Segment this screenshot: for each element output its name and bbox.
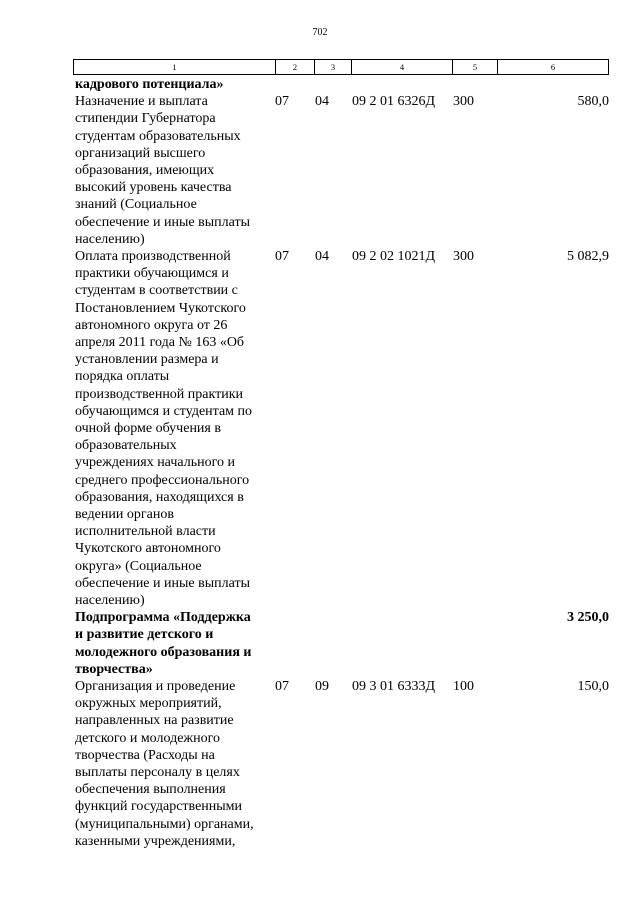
description-line: и развитие детского и	[75, 627, 214, 643]
description-line: студентам образовательных	[75, 128, 241, 144]
page-number: 702	[312, 27, 328, 38]
description-line: среднего профессионального	[75, 472, 250, 488]
amount: 3 250,0	[567, 610, 609, 626]
description-line: населению)	[75, 593, 145, 609]
description-line: Подпрограмма «Поддержка	[75, 610, 251, 626]
description-line: обеспечение и иные выплаты	[75, 575, 250, 591]
subsection-code: 09	[315, 678, 329, 694]
section-code: 07	[275, 94, 289, 110]
description-line: образования, находящихся в	[75, 489, 244, 505]
description-line: Постановлением Чукотского	[75, 300, 246, 316]
description-line: апреля 2011 года № 163 «Об	[75, 335, 245, 350]
expense-type-code: 300	[453, 248, 474, 264]
description-line: организаций высшего	[75, 145, 206, 161]
expense-type-code: 300	[453, 94, 474, 110]
table-row	[0, 248, 640, 609]
row-description	[75, 248, 275, 609]
description-line: практики обучающимся и	[75, 266, 229, 282]
description-line: Назначение и выплата	[75, 94, 208, 110]
description-line: творчества»	[75, 661, 153, 677]
description-line: направленных на развитие	[75, 713, 234, 729]
header-col-2: 2	[276, 60, 315, 75]
description-line: ведении органов	[75, 507, 174, 523]
table-row	[0, 678, 640, 850]
table-body	[0, 76, 640, 850]
table-row	[0, 76, 640, 93]
description-line: Чукотского автономного	[75, 541, 221, 557]
header-col-4: 4	[352, 60, 453, 75]
amount: 580,0	[577, 94, 609, 110]
row-description	[75, 93, 275, 248]
description-line: обучающимся и студентам по	[75, 403, 253, 419]
table-header	[73, 59, 609, 75]
target-article-code: 09 3 01 6333Д	[352, 678, 436, 694]
description-line: казенными учреждениями,	[75, 833, 236, 849]
row-description	[75, 609, 275, 678]
section-code: 07	[275, 248, 289, 264]
table-row	[0, 609, 640, 678]
description-line: Организация и проведение	[75, 678, 236, 694]
description-line: исполнительной власти	[75, 524, 216, 540]
description-line: учреждениях начального и	[75, 455, 235, 471]
description-line: высокий уровень качества	[75, 180, 232, 196]
row-description	[75, 76, 275, 93]
header-col-1: 1	[74, 60, 276, 75]
description-line: населению)	[75, 231, 145, 247]
header-col-3: 3	[315, 60, 352, 75]
row-description	[75, 678, 275, 850]
description-line: (муниципальными) органами,	[75, 816, 254, 832]
description-line: студентам в соответствии с	[75, 283, 238, 299]
table-row	[0, 93, 640, 248]
description-line: округа» (Социальное	[75, 558, 202, 574]
description-line: кадрового потенциала»	[75, 77, 224, 92]
description-line: производственной практики	[75, 386, 244, 402]
description-line: установлении размера и	[75, 352, 219, 368]
description-line: обеспечения выполнения	[75, 782, 226, 798]
header-col-6: 6	[498, 60, 609, 75]
description-line: обеспечение и иные выплаты	[75, 214, 250, 230]
expense-type-code: 100	[453, 678, 474, 694]
description-line: молодежного образования и	[75, 644, 252, 660]
description-line: автономного округа от 26	[75, 317, 228, 333]
description-line: функций государственными	[75, 799, 243, 815]
description-line: образовательных	[75, 438, 177, 454]
description-line: знаний (Социальное	[75, 197, 197, 213]
section-code: 07	[275, 678, 289, 694]
amount: 150,0	[577, 678, 609, 694]
description-line: Оплата производственной	[75, 248, 231, 264]
target-article-code: 09 2 02 1021Д	[352, 248, 436, 264]
description-line: окружных мероприятий,	[75, 696, 222, 712]
description-line: образования, имеющих	[75, 163, 215, 178]
description-line: творчества (Расходы на	[75, 747, 215, 763]
description-line: очной форме обучения в	[75, 421, 221, 437]
target-article-code: 09 2 01 6326Д	[352, 94, 436, 110]
description-line: выплаты персоналу в целях	[75, 764, 240, 780]
amount: 5 082,9	[567, 248, 609, 264]
subsection-code: 04	[315, 248, 329, 264]
description-line: порядка оплаты	[75, 369, 170, 385]
description-line: стипендии Губернатора	[75, 111, 216, 127]
header-col-5: 5	[453, 60, 498, 75]
subsection-code: 04	[315, 94, 329, 110]
description-line: детского и молодежного	[75, 730, 220, 746]
